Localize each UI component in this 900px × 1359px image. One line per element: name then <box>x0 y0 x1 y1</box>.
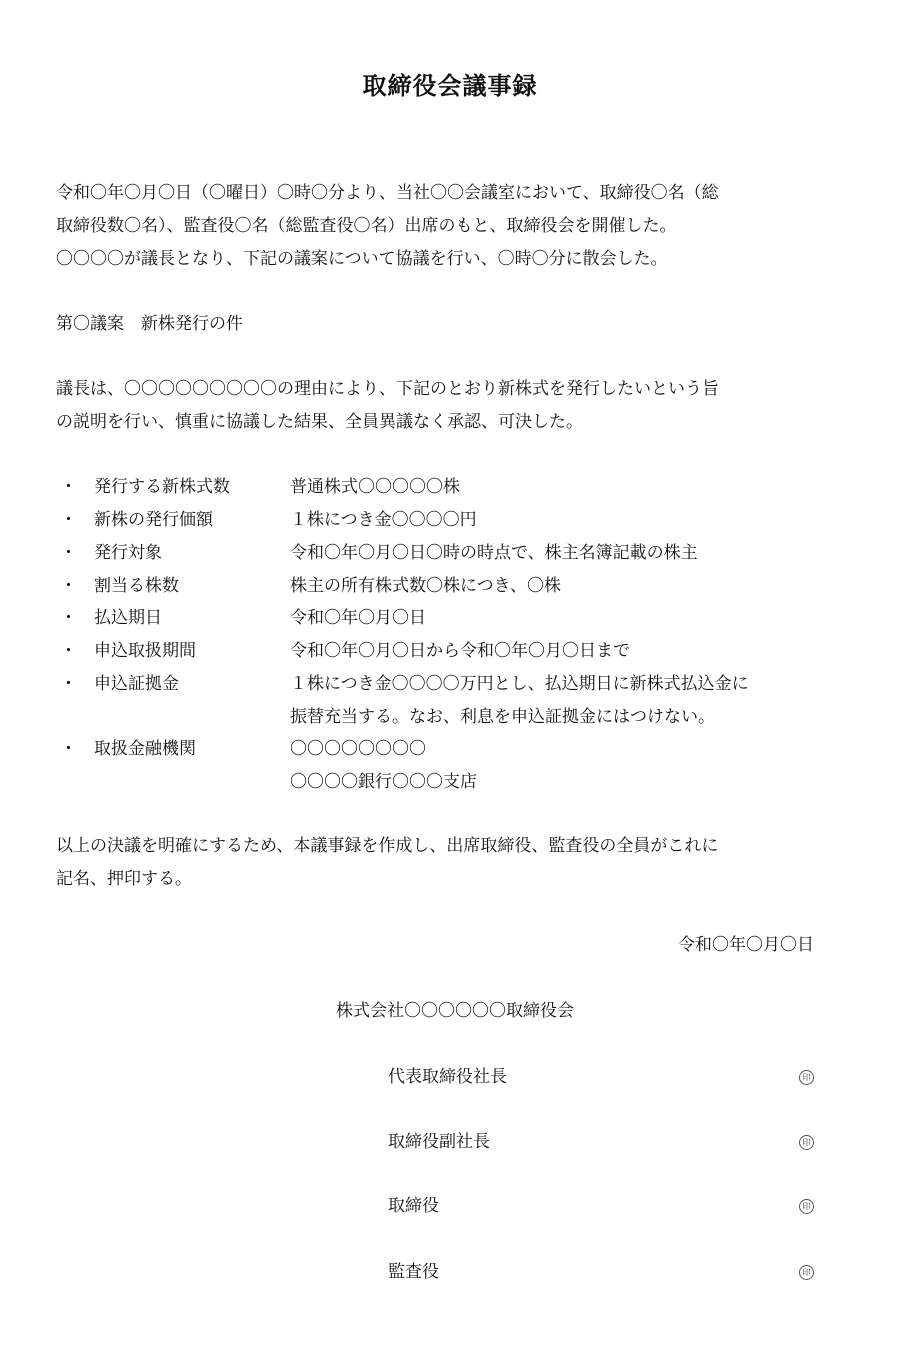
intro-line: 取締役数〇名）、監査役〇名（総監査役〇名）出席のもと、取締役会を開催した。 <box>56 216 677 236</box>
bullet: ・ <box>60 739 77 759</box>
item-label: 申込証拠金 <box>94 674 179 694</box>
item-value: 株主の所有株式数〇株につき、〇株 <box>290 576 561 596</box>
seal-icon: 印 <box>799 1265 814 1280</box>
bullet: ・ <box>60 674 77 694</box>
bullet: ・ <box>60 608 77 628</box>
document-title: 取締役会議事録 <box>362 72 538 100</box>
bullet: ・ <box>60 576 77 596</box>
company-name: 株式会社〇〇〇〇〇〇取締役会 <box>336 1001 574 1021</box>
signature-row <box>388 1127 818 1157</box>
item-value: 〇〇〇〇〇〇〇〇 <box>290 739 426 759</box>
bullet: ・ <box>60 510 77 530</box>
agenda-heading: 第〇議案 新株発行の件 <box>56 314 243 334</box>
item-label: 申込取扱期間 <box>94 641 196 661</box>
item-value: 令和〇年〇月〇日〇時の時点で、株主名簿記載の株主 <box>290 543 698 563</box>
item-label: 発行する新株式数 <box>94 477 230 497</box>
signature-row <box>388 1257 818 1287</box>
item-value: 令和〇年〇月〇日 <box>290 608 426 628</box>
document-date: 令和〇年〇月〇日 <box>678 935 814 955</box>
bullet: ・ <box>60 641 77 661</box>
explanation-paragraph <box>56 373 826 439</box>
intro-line: 〇〇〇〇が議長となり、下記の議案について協議を行い、〇時〇分に散会した。 <box>56 249 668 269</box>
bullet: ・ <box>60 543 77 563</box>
item-label: 発行対象 <box>94 543 162 563</box>
seal-icon: 印 <box>799 1070 814 1085</box>
item-label: 取扱金融機関 <box>94 739 196 759</box>
signature-row <box>388 1062 818 1092</box>
item-value: 振替充当する。なお、利息を申込証拠金にはつけない。 <box>290 707 715 727</box>
signatory-title: 代表取締役社長 <box>388 1067 507 1087</box>
item-value: １株につき金〇〇〇〇万円とし、払込期日に新株式払込金に <box>290 674 749 694</box>
seal-icon: 印 <box>799 1135 814 1150</box>
item-row-continuation <box>56 701 836 734</box>
item-row-continuation <box>56 766 836 799</box>
item-label: 新株の発行価額 <box>94 510 213 530</box>
item-value: 令和〇年〇月〇日から令和〇年〇月〇日まで <box>290 641 630 661</box>
signatory-title: 監査役 <box>388 1262 439 1282</box>
signatory-title: 取締役 <box>388 1196 439 1216</box>
bullet: ・ <box>60 477 77 497</box>
intro-paragraph <box>56 177 826 276</box>
explanation-line: の説明を行い、慎重に協議した結果、全員異議なく承認、可決した。 <box>56 412 583 432</box>
item-row <box>56 668 836 701</box>
item-label: 払込期日 <box>94 608 162 628</box>
item-row <box>56 635 836 668</box>
signature-row <box>388 1191 818 1221</box>
item-value: 普通株式〇〇〇〇〇株 <box>290 477 460 497</box>
item-row <box>56 504 836 537</box>
item-label: 割当る株数 <box>94 576 179 596</box>
seal-icon: 印 <box>799 1199 814 1214</box>
item-row <box>56 733 836 766</box>
closing-line: 記名、押印する。 <box>56 869 192 889</box>
item-row <box>56 537 836 570</box>
item-value: 〇〇〇〇銀行〇〇〇支店 <box>290 772 477 792</box>
intro-line: 令和〇年〇月〇日（〇曜日）〇時〇分より、当社〇〇会議室において、取締役〇名（総 <box>56 183 719 203</box>
explanation-line: 議長は、〇〇〇〇〇〇〇〇〇の理由により、下記のとおり新株式を発行したいという旨 <box>56 379 719 399</box>
signatory-title: 取締役副社長 <box>388 1132 490 1152</box>
closing-line: 以上の決議を明確にするため、本議事録を作成し、出席取締役、監査役の全員がこれに <box>56 836 719 856</box>
item-value: １株につき金〇〇〇〇円 <box>290 510 477 530</box>
item-row <box>56 570 836 603</box>
closing-paragraph <box>56 830 826 896</box>
item-row <box>56 471 836 504</box>
item-row <box>56 602 836 635</box>
